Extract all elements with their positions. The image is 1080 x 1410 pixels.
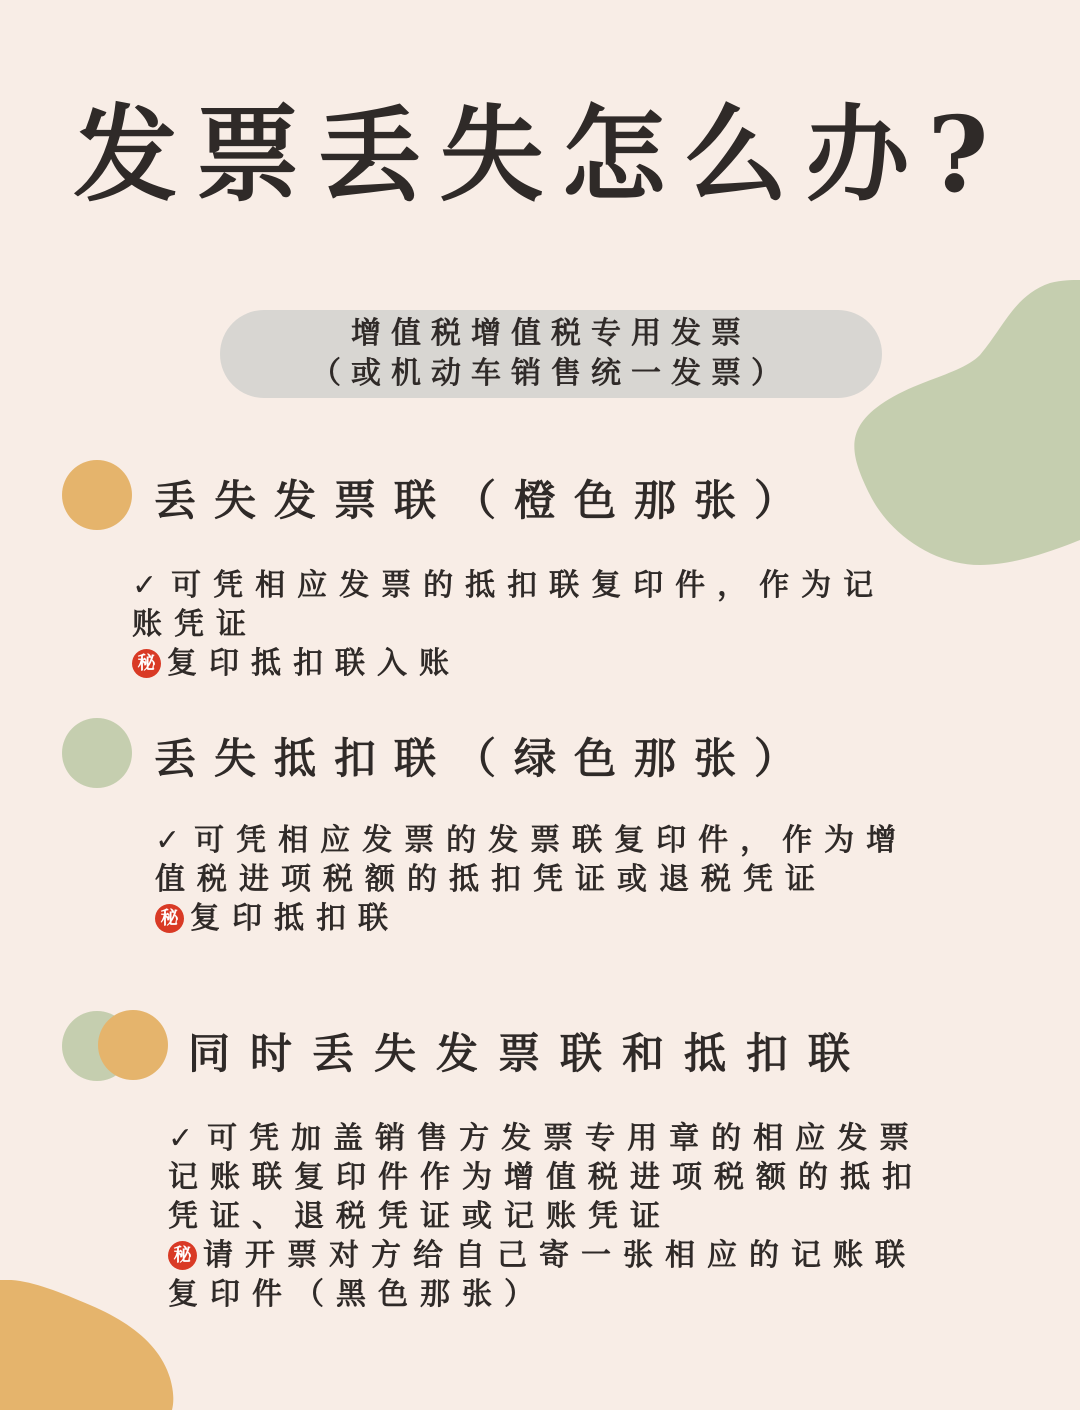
subtitle-line-2: （或机动车销售统一发票） bbox=[311, 356, 791, 391]
green-dot-icon bbox=[62, 718, 132, 788]
check-icon: ✓ bbox=[168, 1121, 206, 1156]
section-heading: 丢失发票联（橙色那张） bbox=[154, 476, 815, 525]
secret-line-2: 复印件（黑色那张） bbox=[168, 1277, 546, 1312]
subtitle-line-1: 增值税增值税专用发票 bbox=[351, 316, 751, 351]
section-header-lost-both-copies bbox=[62, 1009, 962, 1083]
orange-decorative-blob bbox=[0, 1280, 175, 1410]
section-header-lost-deduction-copy bbox=[62, 716, 962, 788]
secret-stamp-icon: 秘 bbox=[155, 904, 184, 933]
tip-line-1: ✓可凭相应发票的发票联复印件，作为增 bbox=[155, 823, 909, 858]
section-heading: 同时丢失发票联和抵扣联 bbox=[188, 1029, 871, 1078]
secret-line: 秘 复印抵扣联 bbox=[155, 899, 908, 938]
section-body-lost-both-copies bbox=[168, 1119, 924, 1314]
subtitle-pill bbox=[220, 310, 882, 398]
page-title: 发票丢失怎么办? bbox=[73, 93, 1007, 216]
section-body-lost-deduction-copy bbox=[155, 821, 908, 938]
tip-line-3: 凭证、退税凭证或记账凭证 bbox=[168, 1199, 672, 1234]
tip-line-2: 记账联复印件作为增值税进项税额的抵扣 bbox=[168, 1160, 924, 1195]
section-header-lost-invoice-copy bbox=[62, 458, 962, 530]
orange-dot-icon bbox=[62, 460, 132, 530]
tip-line-2: 账凭证 bbox=[132, 607, 258, 642]
orange-dot-icon bbox=[98, 1010, 168, 1080]
secret-stamp-icon: 秘 bbox=[168, 1241, 197, 1270]
section-body-lost-invoice-copy bbox=[132, 566, 885, 683]
tip-line-1: ✓可凭加盖销售方发票专用章的相应发票 bbox=[168, 1121, 922, 1156]
tip-line-1: ✓可凭相应发票的抵扣联复印件，作为记 bbox=[132, 568, 886, 603]
tip-line-2: 值税进项税额的抵扣凭证或退税凭证 bbox=[155, 862, 827, 897]
secret-stamp-icon: 秘 bbox=[132, 649, 161, 678]
secret-line-1: 秘 请开票对方给自己寄一张相应的记账联 bbox=[168, 1236, 924, 1275]
check-icon: ✓ bbox=[132, 568, 170, 603]
section-heading: 丢失抵扣联（绿色那张） bbox=[154, 734, 815, 783]
secret-line: 秘 复印抵扣联入账 bbox=[132, 644, 885, 683]
check-icon: ✓ bbox=[155, 823, 193, 858]
